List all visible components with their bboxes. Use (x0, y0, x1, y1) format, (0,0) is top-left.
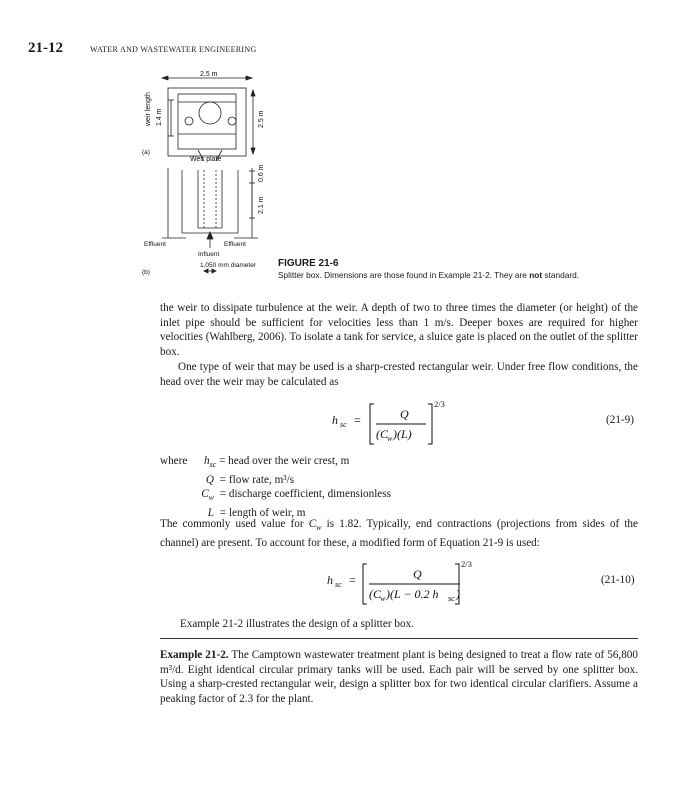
effluent-left: Effluent (144, 241, 166, 248)
def-sym: C (201, 488, 209, 501)
paragraph-3-subscript: w (316, 523, 322, 533)
eq1-lhs: h (332, 413, 338, 427)
page-number: 21-12 (28, 40, 63, 56)
paragraph-1: the weir to dissipate turbulence at the weir. A depth of two to three times the diameter (or height) of the inlet pipe should be sufficient for velocities less than 1 m/s. Deeper boxes are required for higher velocities (Wahlberg, 2006). To isolate a tank for service, a sluice gate is placed on the outlet of the splitter box. (160, 302, 638, 358)
influent-label: Influent (198, 251, 220, 258)
def-sub: w (208, 493, 214, 503)
svg-text:=: = (354, 413, 361, 427)
paragraph-3 (160, 517, 638, 550)
definition-row (160, 473, 391, 487)
panel-a-label: (a) (142, 149, 150, 156)
paragraph-2-text: One type of weir that may be used is a sharp-crested rectangular weir. Under free flow conditions, the head over the weir may be calculated as (160, 361, 638, 388)
eq2-den-a: (C (369, 587, 381, 601)
def-text: = length of weir, m (219, 506, 306, 519)
def-text: = flow rate, m³/s (219, 473, 295, 486)
eq1-den-rest: )(L) (393, 427, 412, 441)
definition-row (160, 487, 391, 506)
def-sub: sc (209, 460, 217, 470)
example-text: The Camptown wastewater treatment plant is being designed to treat a flow rate of 56,800 m³/d. Eight identical circular primary tanks will be used. Each pair will be served by one splitter box. Using a sharp-crested rectangular weir, design a splitter box for two identical circular clarifiers. Assume a peaking factor of 2.3 for the plant. (160, 649, 638, 705)
diameter-label: 1,050 mm diameter (200, 262, 256, 269)
eq1-num: Q (400, 407, 409, 421)
example-divider (160, 638, 638, 639)
paragraph-3-text: The commonly used value for (160, 518, 309, 530)
paragraph-3-text-end: is 1.82. Typically, end contractions (projections from sides of the channel) are present. To account for these, a modified form of Equation 21-9 is used: (160, 518, 638, 549)
equation-number-21-10: (21-10) (601, 574, 635, 586)
variable-definitions (160, 454, 391, 520)
eq2-lhs-sub: sc (335, 580, 342, 589)
dim-top: 2.5 m (200, 71, 218, 78)
svg-text:=: = (349, 573, 356, 587)
figure-caption (278, 270, 579, 280)
where-word: where (160, 455, 188, 467)
label-weir-length: weir length (145, 92, 152, 126)
paragraph-2 (160, 360, 638, 389)
eq1-den: (C (376, 427, 388, 441)
example-21-2 (160, 648, 638, 706)
dim-lower: 2.1 m (258, 196, 265, 214)
equation-21-10 (325, 558, 495, 608)
eq1-exp: 2/3 (434, 399, 445, 409)
def-sym: L (207, 506, 214, 519)
def-text: = discharge coefficient, dimensionless (219, 488, 391, 501)
example-title: Example 21-2. (160, 649, 229, 661)
paragraph-4: Example 21-2 illustrates the design of a splitter box. (180, 618, 414, 630)
definition-row (160, 454, 391, 473)
splitter-box-figure (140, 68, 270, 278)
eq2-den-b: )(L − 0.2 h (386, 587, 439, 601)
panel-b-label: (b) (142, 269, 150, 276)
eq2-den-c: ) (456, 587, 460, 601)
weir-plate-label: Weir plate (190, 156, 222, 163)
book-title: WATER AND WASTEWATER ENGINEERING (90, 45, 257, 54)
caption-text-end: standard. (542, 270, 580, 280)
caption-text: Splitter box. Dimensions are those found in Example 21-2. They are (278, 270, 530, 280)
eq2-lhs: h (327, 573, 333, 587)
equation-21-9 (330, 398, 480, 448)
eq2-exp: 2/3 (461, 559, 472, 569)
dim-weir: 1.4 m (156, 108, 163, 126)
def-sym: Q (205, 473, 214, 486)
dim-right: 2.5 m (258, 110, 265, 128)
eq1-den-sub: w (387, 434, 393, 443)
figure-title: FIGURE 21-6 (278, 258, 339, 269)
caption-bold: not (529, 270, 543, 280)
eq1-lhs-sub: sc (340, 420, 347, 429)
dim-upper: 0.6 m (258, 164, 265, 182)
effluent-right: Effluent (224, 241, 246, 248)
eq2-num: Q (413, 567, 422, 581)
equation-number-21-9: (21-9) (606, 414, 634, 426)
eq2-den-sub: w (380, 594, 386, 603)
paragraph-3-symbol: C (308, 518, 317, 530)
def-text: = head over the weir crest, m (219, 455, 350, 467)
def-sym: h (204, 455, 210, 467)
eq2-den-sub2: sc (448, 594, 455, 603)
